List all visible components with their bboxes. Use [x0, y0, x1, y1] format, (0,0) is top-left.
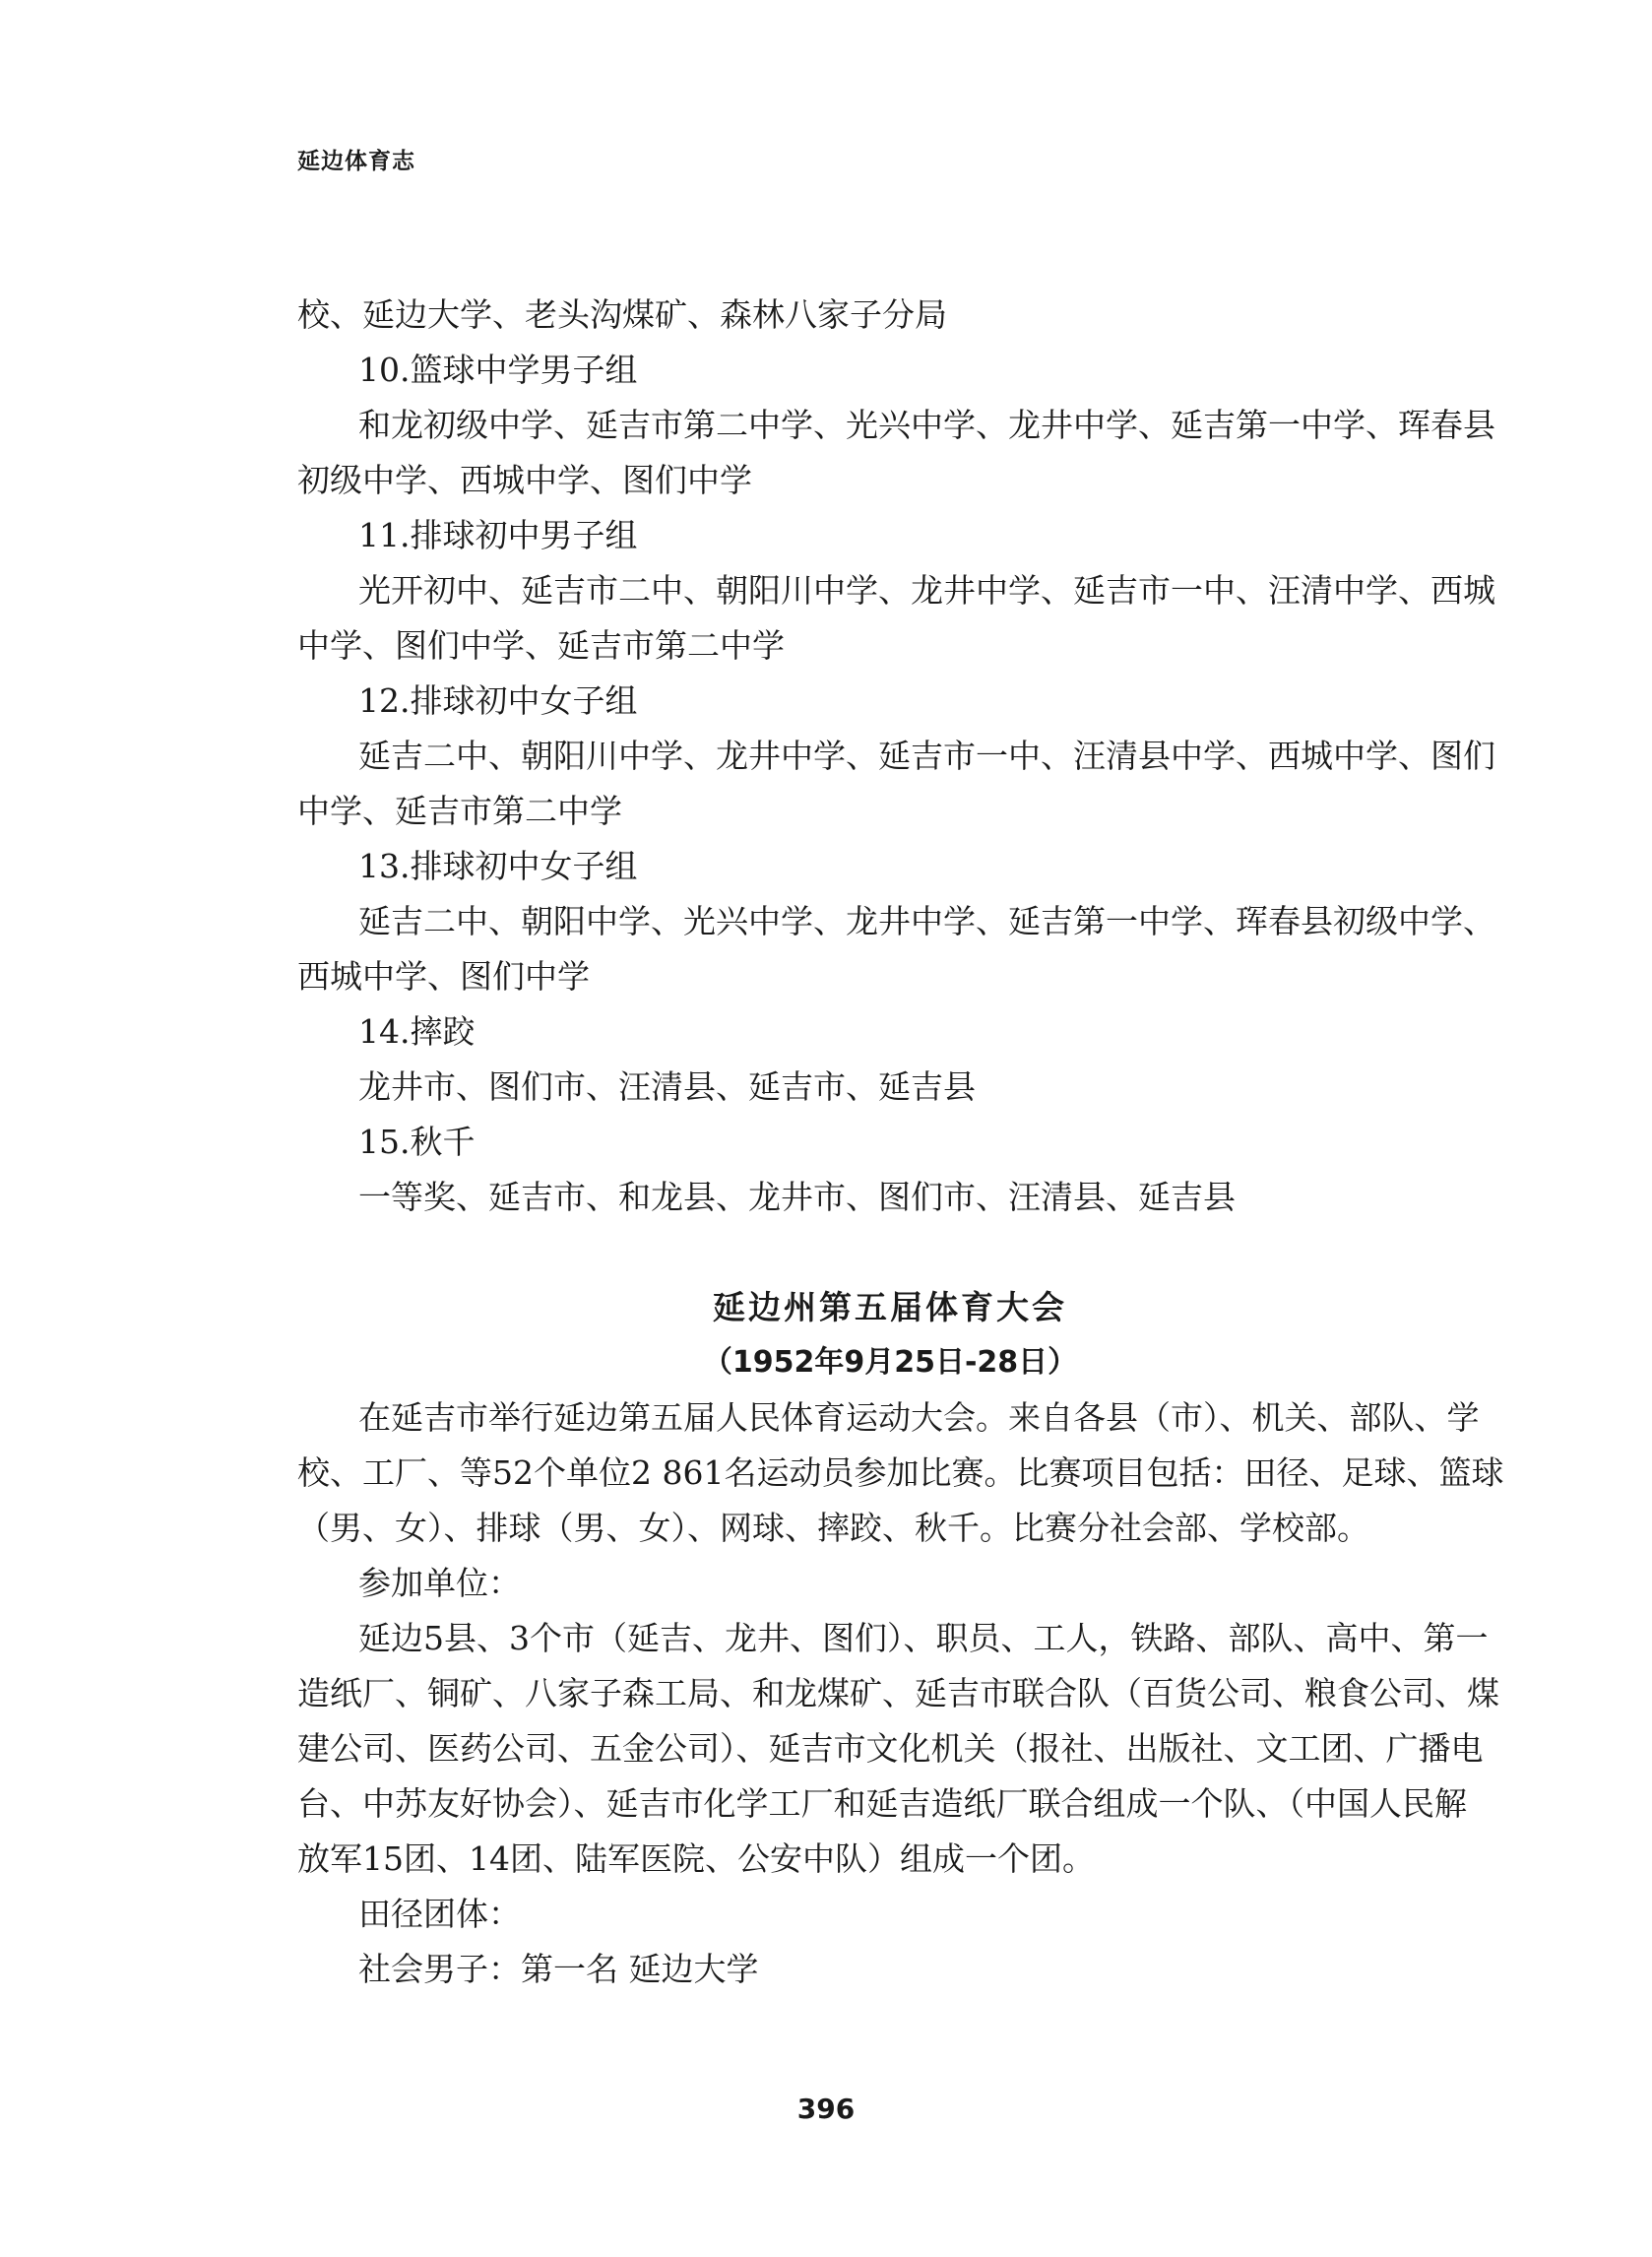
text-line: 社会男子：第一名 延边大学 [358, 1950, 759, 1988]
section-date: （1952年9月25日-28日） [702, 1345, 1078, 1380]
text-line: 在延吉市举行延边第五届人民体育运动大会。来自各县（市）、机关、部队、学 [358, 1398, 1480, 1437]
text-line: 建公司、医药公司、五金公司）、延吉市文化机关（报社、出版社、文工团、广播电 [297, 1729, 1484, 1768]
text-line: 中学、图们中学、延吉市第二中学 [297, 626, 785, 665]
category-heading: 11.排球初中男子组 [358, 516, 638, 554]
category-heading: 12.排球初中女子组 [358, 681, 638, 720]
text-line: 初级中学、西城中学、图们中学 [297, 461, 752, 499]
category-heading: 14.摔跤 [358, 1012, 476, 1051]
text-line: （男、女）、排球（男、女）、网球、摔跤、秋千。比赛分社会部、学校部。 [297, 1509, 1369, 1547]
category-heading: 15.秋千 [358, 1123, 476, 1161]
text-line: 中学、延吉市第二中学 [297, 792, 622, 830]
category-heading: 10.篮球中学男子组 [358, 351, 638, 389]
section-title: 延边州第五届体育大会 [713, 1288, 1067, 1326]
text-line: 造纸厂、铜矿、八家子森工局、和龙煤矿、延吉市联合队（百货公司、粮食公司、煤 [297, 1674, 1499, 1712]
text-line: 和龙初级中学、延吉市第二中学、光兴中学、龙井中学、延吉第一中学、珲春县 [358, 406, 1495, 444]
text-line: 放军15团、14团、陆军医院、公安中队）组成一个团。 [297, 1839, 1095, 1878]
running-header: 延边体育志 [297, 149, 415, 174]
text-line: 龙井市、图们市、汪清县、延吉市、延吉县 [358, 1067, 976, 1106]
text-line: 校、工厂、等52个单位2 861名运动员参加比赛。比赛项目包括：田径、足球、篮球 [297, 1453, 1504, 1492]
text-line: 延边5县、3个市（延吉、龙井、图们）、职员、工人，铁路、部队、高中、第一 [358, 1619, 1489, 1657]
text-line: 延吉二中、朝阳中学、光兴中学、龙井中学、延吉第一中学、珲春县初级中学、 [358, 902, 1495, 940]
text-line: 一等奖、延吉市、和龙县、龙井市、图们市、汪清县、延吉县 [358, 1178, 1236, 1216]
subheading: 参加单位： [358, 1564, 521, 1602]
text-line: 台、中苏友好协会）、延吉市化学工厂和延吉造纸厂联合组成一个队、（中国人民解 [297, 1784, 1467, 1823]
category-heading: 13.排球初中女子组 [358, 847, 638, 885]
text-line: 校、延边大学、老头沟煤矿、森林八家子分局 [297, 295, 947, 334]
text-line: 延吉二中、朝阳川中学、龙井中学、延吉市一中、汪清县中学、西城中学、图们 [358, 737, 1495, 775]
subheading: 田径团体： [358, 1895, 521, 1933]
page-number: 396 [796, 2093, 856, 2125]
results-list [297, 288, 1495, 1225]
text-line: 西城中学、图们中学 [297, 957, 590, 996]
section-fifth-sports-meet [297, 1280, 1504, 1997]
text-line: 光开初中、延吉市二中、朝阳川中学、龙井中学、延吉市一中、汪清中学、西城 [358, 571, 1495, 610]
